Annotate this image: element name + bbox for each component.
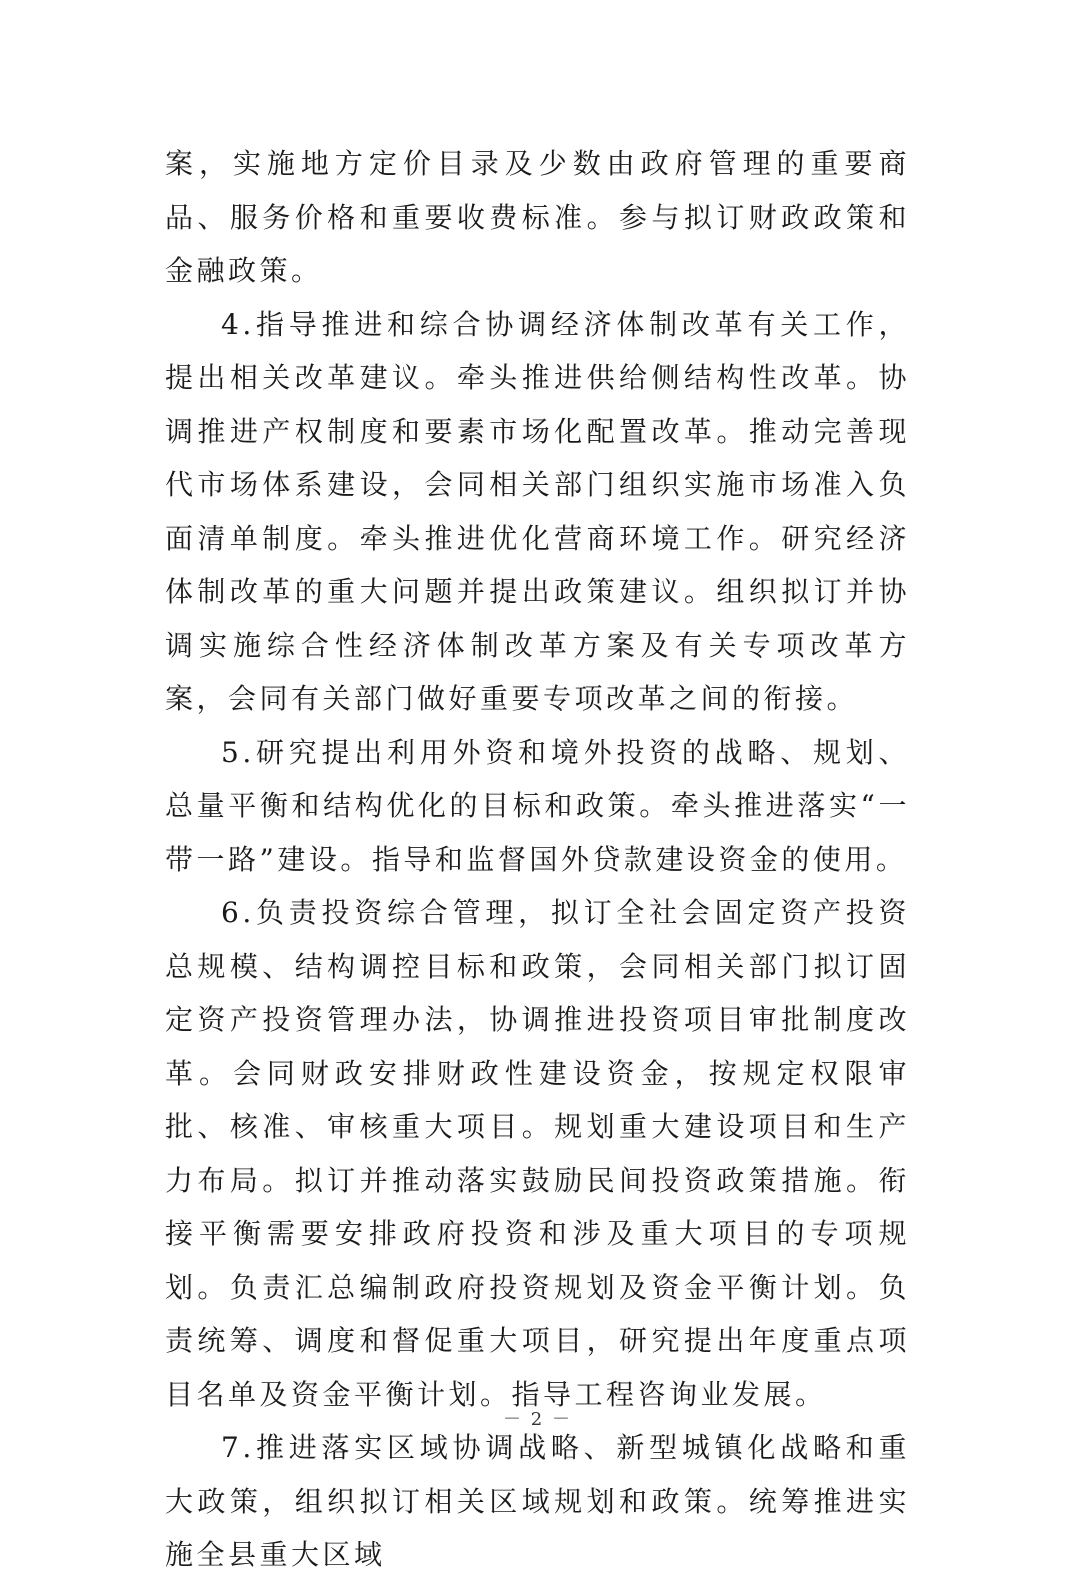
paragraph-item-6: 6.负责投资综合管理，拟订全社会固定资产投资总规模、结构调控目标和政策，会同相关部门拟订固定资产投资管理办法，协调推进投资项目审批制度改革。会同财政安排财政性建设资金，按规定权限审批、核准、审核重大项目。规划重大建设项目和生产力布局。拟订并推动落实鼓励民间投资政策措施。衔接平衡需要安排政府投资和涉及重大项目的专项规划。负责汇总编制政府投资规划及资金平衡计划。负责统筹、调度和督促重大项目，研究提出年度重点项目名单及资金平衡计划。指导工程咨询业发展。 bbox=[165, 896, 910, 1411]
document-body bbox=[165, 137, 910, 1582]
paragraph-item-5: 5.研究提出利用外资和境外投资的战略、规划、总量平衡和结构优化的目标和政策。牵头推进落实“一带一路”建设。指导和监督国外贷款建设资金的使用。 bbox=[165, 735, 910, 876]
paragraph-item-4: 4.指导推进和综合协调经济体制改革有关工作，提出相关改革建议。牵头推进供给侧结构性改革。协调推进产权制度和要素市场化配置改革。推动完善现代市场体系建设，会同相关部门组织实施市场准入负面清单制度。牵头推进优化营商环境工作。研究经济体制改革的重大问题并提出政策建议。组织拟订并协调实施综合性经济体制改革方案及有关专项改革方案，会同有关部门做好重要专项改革之间的衔接。 bbox=[165, 307, 910, 715]
paragraph-continuation: 案，实施地方定价目录及少数由政府管理的重要商品、服务价格和重要收费标准。参与拟订财政政策和金融政策。 bbox=[165, 147, 910, 287]
page-number: － 2 － bbox=[503, 1409, 572, 1430]
paragraph-item-7: 7.推进落实区域协调战略、新型城镇化战略和重大政策，组织拟订相关区域规划和政策。统筹推进实施全县重大区域 bbox=[165, 1431, 910, 1571]
